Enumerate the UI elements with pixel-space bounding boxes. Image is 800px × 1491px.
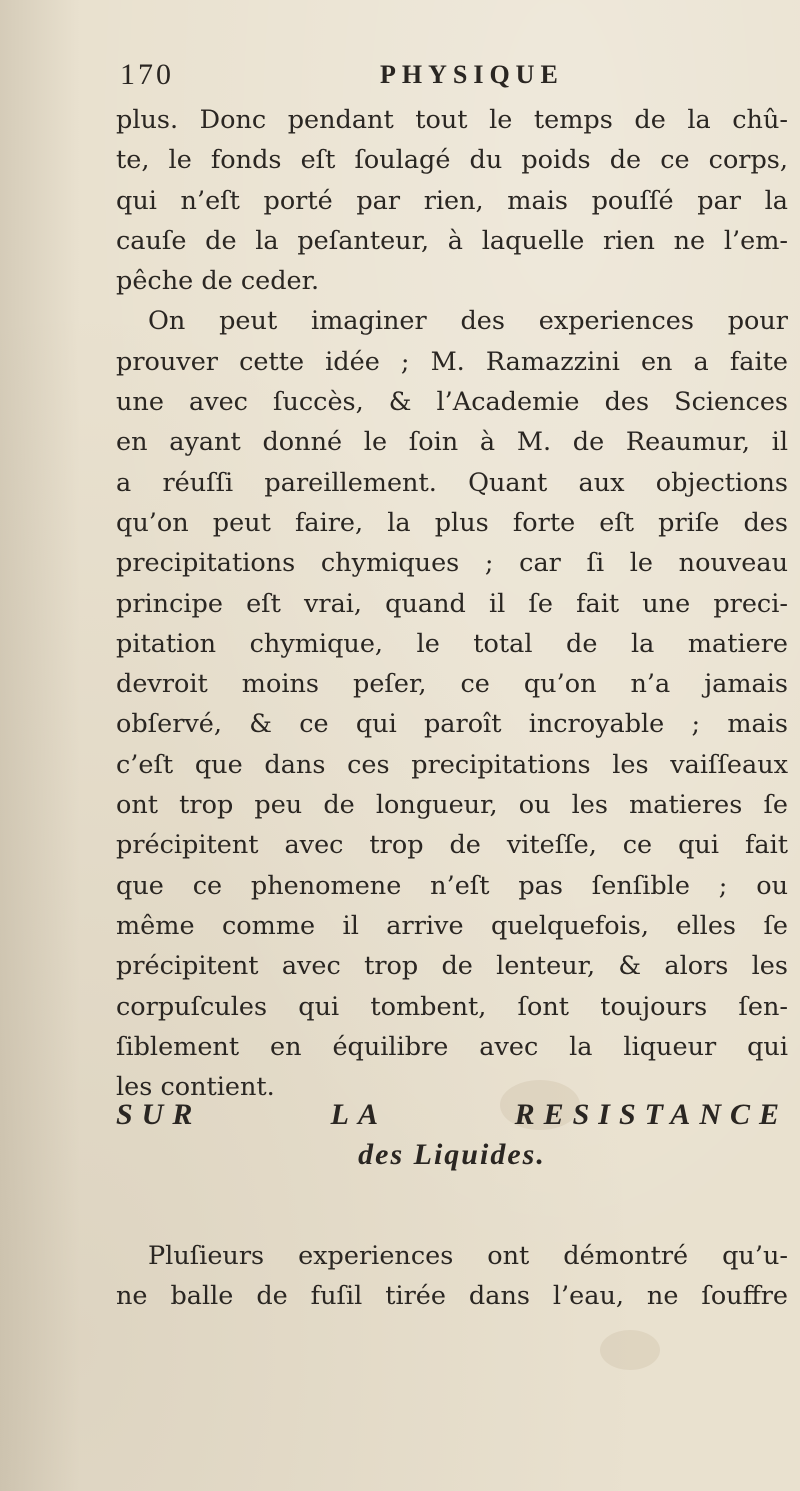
text-line: c’eſt que dans ces precipitations les vaiſſeaux [116, 749, 788, 780]
running-title: PHYSIQUE [380, 60, 564, 89]
text-line: ſiblement en équilibre avec la liqueur qui [116, 1031, 788, 1062]
paper-stain [600, 1330, 660, 1370]
text-line: obſervé, & ce qui paroît incroyable ; mais [116, 709, 788, 740]
text-line: cauſe de la peſanteur, à laquelle rien ne l’em- [116, 225, 788, 256]
text-line: en ayant donné le ſoin à M. de Reaumur, il [116, 427, 788, 458]
text-line: a réuſſi pareillement. Quant aux objections [116, 467, 788, 498]
text-line: ne balle de fuſil tirée dans l’eau, ne ſouffre [116, 1281, 788, 1312]
text-line: précipitent avec trop de lenteur, & alors les [116, 951, 788, 982]
text-line: pitation chymique, le total de la matiere [116, 628, 788, 659]
main-text [116, 100, 788, 1107]
text-line: devroit moins peſer, ce qu’on n’a jamais [116, 669, 788, 700]
text-line: ont trop peu de longueur, ou les matieres ſe [116, 790, 788, 821]
running-head [120, 58, 770, 98]
text-line: Pluſieurs experiences ont démontré qu’u- [148, 1241, 788, 1271]
text-line: te, le fonds eſt ſoulagé du poids de ce corps, [116, 145, 788, 176]
section-text [116, 1236, 788, 1317]
text-line: pêche de ceder. [116, 266, 320, 297]
text-line: On peut imaginer des experiences pour [148, 306, 788, 337]
page-number: 170 [120, 58, 174, 91]
text-line: principe eſt vrai, quand il ſe fait une preci- [116, 588, 788, 619]
section-heading [116, 1098, 788, 1172]
text-line: qui n’eſt porté par rien, mais pouſſé par la [116, 185, 788, 216]
text-line: qu’on peut faire, la plus forte eſt priſe des [116, 507, 788, 538]
text-line: prouver cette idée ; M. Ramazzini en a faite [116, 346, 788, 377]
text-line: corpuſcules qui tombent, ſont toujours ſen- [116, 991, 788, 1022]
gutter-shadow [0, 0, 80, 1491]
text-line: les contient. [116, 1072, 275, 1103]
text-line: une avec ſuccès, & l’Academie des Sciences [116, 387, 788, 418]
section-heading-main: SUR LA RESISTANCE [116, 1098, 788, 1131]
text-line: précipitent avec trop de viteſſe, ce qui fait [116, 830, 788, 861]
section-heading-sub: des Liquides. [358, 1138, 546, 1171]
text-line: que ce phenomene n’eſt pas ſenſible ; ou [116, 870, 788, 901]
text-line: precipitations chymiques ; car ſi le nouveau [116, 548, 788, 579]
text-line: plus. Donc pendant tout le temps de la chû- [116, 105, 788, 135]
text-line: même comme il arrive quelquefois, elles ſe [116, 910, 788, 941]
